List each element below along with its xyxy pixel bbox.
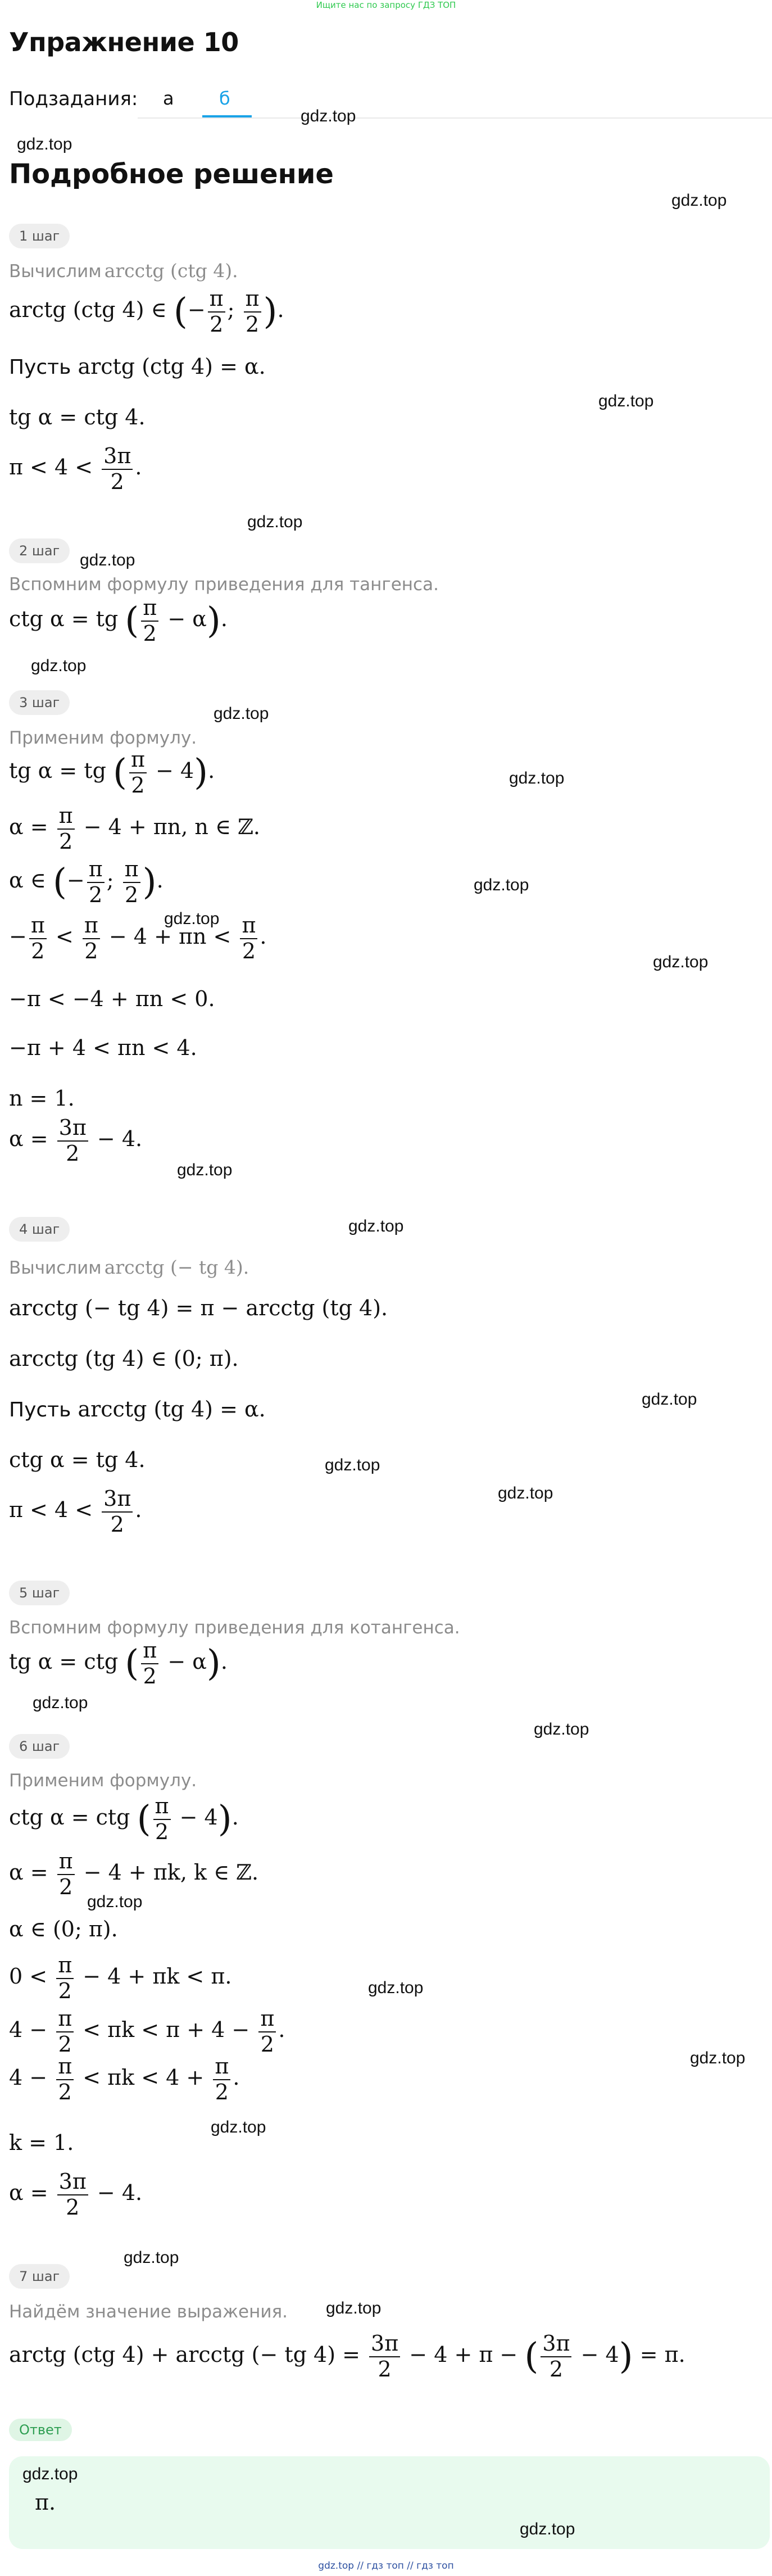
step-intro-text: Применим формулу. bbox=[9, 1771, 197, 1791]
math-line: π < 4 < $\frac{3\pi}{2}$ . bbox=[9, 443, 142, 494]
math-line: arcctg (tg 4) ∈ (0; π). bbox=[9, 1346, 239, 1371]
math-line: − $\frac{\pi}{2}$ < $\frac{\pi}{2}$ − 4 + πn < $\frac{\pi}{2}$ . bbox=[9, 913, 267, 963]
watermark: gdz.top bbox=[211, 2118, 266, 2136]
step-intro-text: Применим формулу. bbox=[9, 728, 197, 748]
watermark: gdz.top bbox=[690, 2049, 746, 2067]
watermark: gdz.top bbox=[325, 1456, 380, 1474]
step-intro-text: Найдём значение выражения. bbox=[9, 2302, 288, 2322]
math-line: arcctg (− tg 4) = π − arcctg (tg 4). bbox=[9, 1296, 388, 1320]
step-intro-text: Вспомним формулу приведения для котангенса. bbox=[9, 1618, 460, 1638]
math-line: tg α = tg ( $\frac{\pi}{2}$ − 4). bbox=[9, 747, 215, 798]
watermark: gdz.top bbox=[87, 1893, 143, 1911]
math-line: −π + 4 < πn < 4. bbox=[9, 1035, 197, 1060]
math-line: n = 1. bbox=[9, 1086, 75, 1111]
step-intro-expr: arcctg (ctg 4). bbox=[104, 260, 238, 282]
page-title: Упражнение 10 bbox=[9, 27, 239, 57]
math-line: Пусть arcctg (tg 4) = α. bbox=[9, 1397, 266, 1421]
math-line: α = $\frac{3\pi}{2}$ − 4. bbox=[9, 1115, 143, 1166]
math-line: π < 4 < $\frac{3\pi}{2}$ . bbox=[9, 1486, 142, 1537]
math-line: α = $\frac{\pi}{2}$ − 4 + πk, k ∈ ℤ. bbox=[9, 1849, 259, 1899]
watermark: gdz.top bbox=[534, 1720, 589, 1739]
watermark: gdz.top bbox=[124, 2248, 179, 2267]
active-tab-indicator bbox=[202, 115, 252, 117]
answer-value: π. bbox=[35, 2490, 56, 2515]
watermark: gdz.top bbox=[509, 769, 565, 787]
watermark: gdz.top bbox=[642, 1390, 697, 1409]
watermark: gdz.top bbox=[598, 392, 654, 410]
math-line: tg α = ctg ( $\frac{\pi}{2}$ − α). bbox=[9, 1638, 228, 1688]
math-line: Пусть arctg (ctg 4) = α. bbox=[9, 354, 266, 379]
watermark: gdz.top bbox=[17, 135, 72, 153]
math-line: −π < −4 + πn < 0. bbox=[9, 986, 215, 1011]
math-line: tg α = ctg 4. bbox=[9, 405, 146, 429]
watermark: gdz.top bbox=[22, 2465, 78, 2483]
step-badge: 5 шаг bbox=[9, 1581, 70, 1605]
watermark: gdz.top bbox=[653, 953, 709, 971]
step-intro-text: Вспомним формулу приведения для тангенса. bbox=[9, 574, 439, 595]
step-intro bbox=[9, 1256, 249, 1278]
math-line: α = $\frac{3\pi}{2}$ − 4. bbox=[9, 2169, 143, 2220]
watermark: gdz.top bbox=[164, 909, 220, 928]
watermark: gdz.top bbox=[247, 513, 303, 531]
watermark: gdz.top bbox=[474, 876, 529, 894]
watermark: gdz.top bbox=[348, 1217, 404, 1235]
watermark: gdz.top bbox=[31, 657, 87, 675]
math-line: 0 < $\frac{\pi}{2}$ − 4 + πk < π. bbox=[9, 1953, 232, 2003]
math-line: ctg α = ctg ( $\frac{\pi}{2}$ − 4). bbox=[9, 1794, 239, 1844]
step-badge: 2 шаг bbox=[9, 538, 70, 563]
answer-box bbox=[9, 2456, 770, 2549]
let-text: Пусть bbox=[9, 1398, 71, 1421]
watermark: gdz.top bbox=[520, 2520, 575, 2538]
math-line: arctg (ctg 4) + arcctg (− tg 4) = $\frac{3\pi}{2}$ − 4 + π − ( $\frac{3\pi}{2}$ − 4) = π. bbox=[9, 2331, 685, 2382]
step-intro-text: Вычислим bbox=[9, 1258, 102, 1278]
math-line: arctg (ctg 4) ∈ (− $\frac{\pi}{2}$ ; $\frac{\pi}{2}$ ). bbox=[9, 286, 284, 337]
watermark: gdz.top bbox=[301, 107, 356, 125]
watermark: gdz.top bbox=[368, 1979, 424, 1997]
step-badge: 1 шаг bbox=[9, 224, 70, 248]
math-line: α ∈ (− $\frac{\pi}{2}$ ; $\frac{\pi}{2}$ ). bbox=[9, 857, 164, 907]
math-line: α ∈ (0; π). bbox=[9, 1917, 118, 1941]
subtasks-label: Подзадания: bbox=[9, 88, 138, 110]
tabs-divider bbox=[138, 117, 772, 119]
answer-badge: Ответ bbox=[9, 2419, 72, 2441]
math-line: 4 − $\frac{\pi}{2}$ < πk < 4 + $\frac{\pi}{2}$ . bbox=[9, 2054, 240, 2104]
step-badge: 3 шаг bbox=[9, 690, 70, 715]
promo-banner[interactable]: Ищите нас по запросу ГДЗ ТОП bbox=[316, 0, 456, 10]
math-line: ctg α = tg ( $\frac{\pi}{2}$ − α). bbox=[9, 595, 228, 646]
let-text: Пусть bbox=[9, 356, 71, 379]
tab-subtask-b[interactable]: б bbox=[219, 88, 230, 109]
math-line: k = 1. bbox=[9, 2130, 74, 2155]
watermark: gdz.top bbox=[671, 191, 727, 210]
footer-links[interactable]: gdz.top // гдз топ // гдз топ bbox=[318, 2560, 454, 2572]
step-intro bbox=[9, 260, 238, 282]
step-badge: 4 шаг bbox=[9, 1217, 70, 1242]
step-intro-expr: arcctg (− tg 4). bbox=[104, 1256, 249, 1278]
step-badge: 6 шаг bbox=[9, 1734, 70, 1759]
watermark: gdz.top bbox=[326, 2299, 382, 2317]
step-badge: 7 шаг bbox=[9, 2264, 70, 2289]
math-line: ctg α = tg 4. bbox=[9, 1447, 146, 1472]
watermark: gdz.top bbox=[33, 1694, 88, 1712]
step-intro-text: Вычислим bbox=[9, 261, 102, 282]
tab-subtask-a[interactable]: а bbox=[163, 88, 174, 109]
watermark: gdz.top bbox=[80, 551, 135, 569]
math-line: α = $\frac{\pi}{2}$ − 4 + πn, n ∈ ℤ. bbox=[9, 803, 261, 854]
watermark: gdz.top bbox=[214, 704, 269, 723]
watermark: gdz.top bbox=[177, 1161, 233, 1179]
section-title: Подробное решение bbox=[9, 159, 334, 190]
math-line: 4 − $\frac{\pi}{2}$ < πk < π + 4 − $\frac{\pi}{2}$ . bbox=[9, 2006, 285, 2057]
watermark: gdz.top bbox=[498, 1484, 553, 1502]
